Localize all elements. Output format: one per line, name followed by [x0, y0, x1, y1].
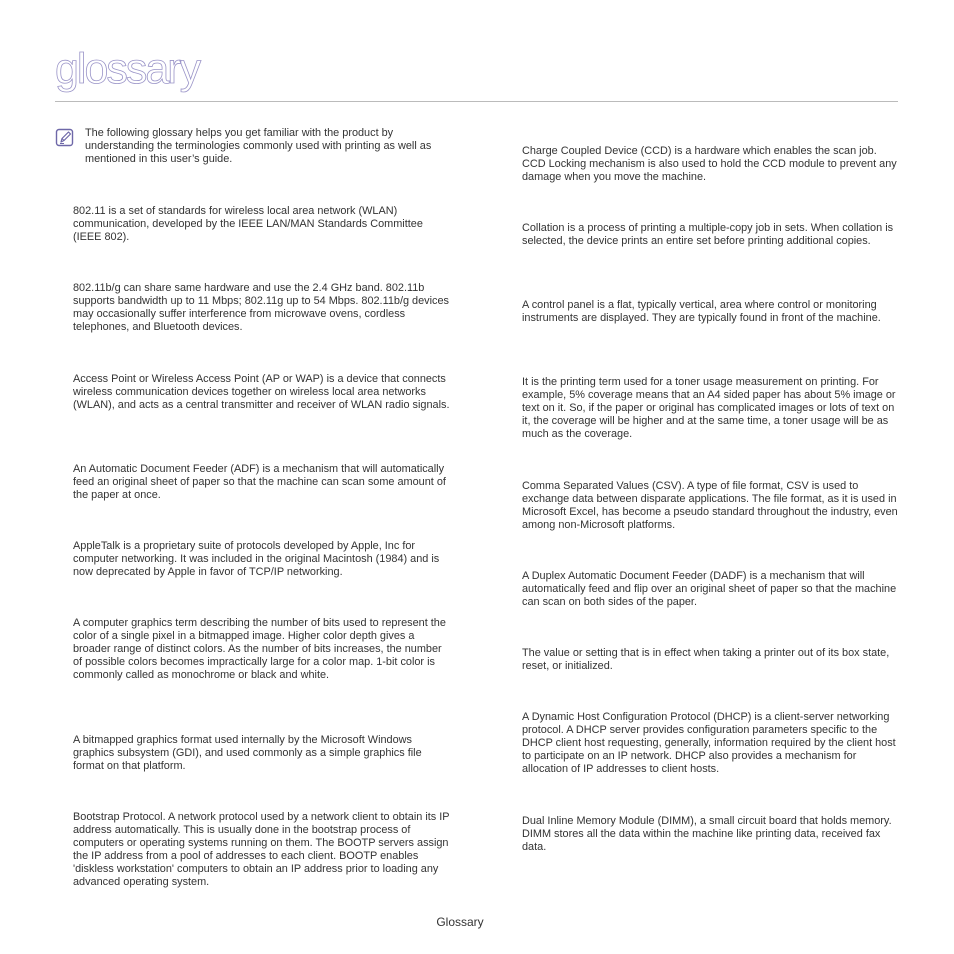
glossary-entry-bit-depth: A computer graphics term describing the number of bits used to represent the color of a single pixel in a bitmapped image. Higher color depth gives a broader range of distinct colors. As the number of bits increases, the number of possible colors becomes impractically large for a color map. 1-bit color is commonly called as monochrome or black and white.	[73, 617, 446, 681]
glossary-entry-802-11: 802.11 is a set of standards for wireless local area network (WLAN) communication, developed by the IEEE LAN/MAN Standards Committee (IEEE 802).	[73, 205, 423, 243]
page-title: glossary	[55, 45, 200, 93]
glossary-entry-default: The value or setting that is in effect when taking a printer out of its box state, reset, or initialized.	[522, 647, 890, 672]
glossary-entry-appletalk: AppleTalk is a proprietary suite of protocols developed by Apple, Inc for computer networking. It was included in the original Macintosh (1984) and is now deprecated by Apple in favor of TCP/IP networking.	[73, 540, 440, 578]
glossary-entry-adf: An Automatic Document Feeder (ADF) is a mechanism that will automatically feed an original sheet of paper so that the machine can scan some amount of the paper at once.	[73, 463, 446, 501]
glossary-entry-dimm: Dual Inline Memory Module (DIMM), a small circuit board that holds memory. DIMM stores all the data within the machine like printing data, received fax data.	[522, 815, 892, 853]
glossary-entry-access-point: Access Point or Wireless Access Point (AP or WAP) is a device that connects wireless communication devices together on wireless local area networks (WLAN), and acts as a central transmitter and receiver of WLAN radio signals.	[73, 373, 450, 411]
glossary-entry-csv: Comma Separated Values (CSV). A type of file format, CSV is used to exchange data between disparate applications. The file format, as it is used in Microsoft Excel, has become a pseudo standard throughout the industry, even among non-Microsoft platforms.	[522, 480, 898, 531]
note-pencil-icon	[55, 128, 75, 148]
page-footer: Glossary	[436, 915, 484, 929]
glossary-entry-802-11bg: 802.11b/g can share same hardware and use the 2.4 GHz band. 802.11b supports bandwidth up to 11 Mbps; 802.11g up to 54 Mbps. 802.11b/g devices may occasionally suffer interference from microwave ovens, cordless telephones, and Bluetooth devices.	[73, 282, 449, 333]
glossary-entry-control-panel: A control panel is a flat, typically vertical, area where control or monitoring instruments are displayed. They are typically found in front of the machine.	[522, 299, 881, 324]
glossary-entry-dadf: A Duplex Automatic Document Feeder (DADF) is a mechanism that will automatically feed and flip over an original sheet of paper so that the machine can scan on both sides of the paper.	[522, 570, 897, 608]
title-divider	[55, 101, 898, 102]
glossary-entry-bootp: Bootstrap Protocol. A network protocol used by a network client to obtain its IP address automatically. This is usually done in the bootstrap process of computers or operating systems running on them. The BOOTP servers assign the IP address from a pool of addresses to each client. BOOTP enables 'diskless workstation' computers to obtain an IP address prior to loading any advanced operating system.	[73, 811, 450, 888]
glossary-entry-bmp: A bitmapped graphics format used internally by the Microsoft Windows graphics subsystem (GDI), and used commonly as a simple graphics file format on that platform.	[73, 734, 422, 772]
glossary-entry-ccd: Charge Coupled Device (CCD) is a hardware which enables the scan job. CCD Locking mechanism is also used to hold the CCD module to prevent any damage when you move the machine.	[522, 145, 897, 183]
glossary-entry-coverage: It is the printing term used for a toner usage measurement on printing. For example, 5% coverage means that an A4 sided paper has about 5% image or text on it. So, if the paper or original has complicated images or lots of text on it, the coverage will be higher and at the same time, a toner usage will be as much as the coverage.	[522, 376, 896, 440]
glossary-entry-dhcp: A Dynamic Host Configuration Protocol (DHCP) is a client-server networking protocol. A DHCP server provides configuration parameters specific to the DHCP client host requesting, generally, information required by the client host to participate on an IP network. DHCP also provides a mechanism for allocation of IP addresses to client hosts.	[522, 711, 896, 775]
glossary-entry-collation: Collation is a process of printing a multiple-copy job in sets. When collation is selected, the device prints an entire set before printing additional copies.	[522, 222, 894, 247]
glossary-intro-note: The following glossary helps you get familiar with the product by understanding the terminologies commonly used with printing as well as mentioned in this user’s guide.	[85, 127, 432, 165]
